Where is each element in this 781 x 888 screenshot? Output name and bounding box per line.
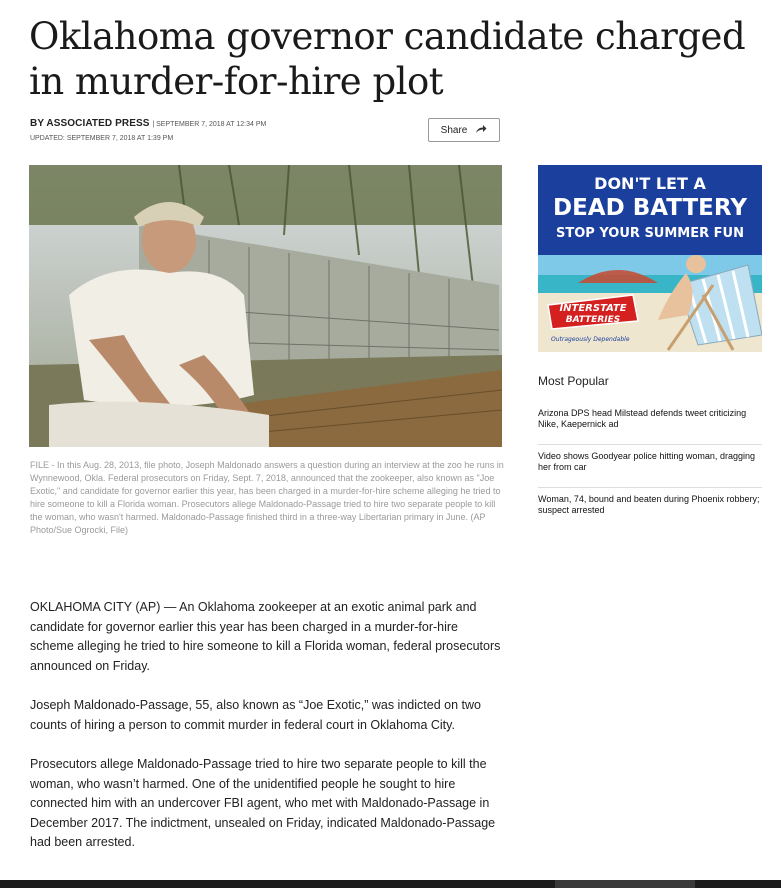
article-paragraph: OKLAHOMA CITY (AP) — An Oklahoma zookeeper at an exotic animal park and candidate for governor earlier this year has been charged in a murder-for-hire scheme alleging he tried to hire someone to kill a Florida woman, federal prosecutors announced on Friday. (30, 600, 501, 673)
svg-text:DEAD BATTERY: DEAD BATTERY (553, 195, 747, 221)
svg-text:DON'T LET A: DON'T LET A (594, 174, 706, 193)
share-button[interactable] (428, 118, 500, 142)
share-arrow-icon (475, 124, 487, 137)
updated-date: UPDATED: SEPTEMBER 7, 2018 AT 1:39 PM (30, 135, 174, 142)
most-popular-link[interactable]: Video shows Goodyear police hitting woman, dragging her from car (538, 445, 762, 488)
svg-text:INTERSTATE: INTERSTATE (559, 303, 627, 314)
share-label: Share (440, 124, 468, 136)
article-photo[interactable] (29, 165, 502, 447)
advertisement-banner[interactable] (538, 165, 762, 352)
byline (30, 118, 266, 145)
article-body (30, 598, 505, 873)
svg-text:Outrageously Dependable: Outrageously Dependable (551, 336, 630, 343)
bottom-toolbar (0, 880, 781, 888)
article-headline: Oklahoma governor candidate charged in murder-for-hire plot (29, 15, 746, 103)
most-popular-list (538, 402, 762, 530)
battery-ad-image (538, 165, 762, 352)
most-popular-heading: Most Popular (538, 374, 609, 388)
photo-caption: FILE - In this Aug. 28, 2013, file photo, Joseph Maldonado answers a question during an interview at the zoo he runs in Wynnewood, Okla. Federal prosecutors on Friday, Sept. 7, 2018, announced that the zookeeper, also known as "Joe Exotic," and candidate for governor earlier this year, has been charged in a murder-for-hire scheme alleging he tried to hire someone to kill a Florida woman. Prosecutors allege Maldonado-Passage tried to hire two separate people to kill the woman, who wasn't harmed. Maldonado-Passage finished third in a three-way Libertarian primary in June. (AP Photo/Sue Ogrocki, File) (30, 460, 504, 535)
toolbar-segment (555, 880, 695, 888)
svg-text:STOP YOUR SUMMER FUN: STOP YOUR SUMMER FUN (556, 226, 744, 241)
most-popular-link[interactable]: Arizona DPS head Milstead defends tweet criticizing Nike, Kaepernick ad (538, 402, 762, 445)
article-paragraph: Prosecutors allege Maldonado-Passage tried to hire two separate people to kill the woman, who wasn’t harmed. One of the unidentified people he sought to hire connected him with an undercover FBI agent, who met with Maldonado-Passage in December 2017. The indictment, unsealed on Friday, indicated Maldonado-Passage had been arrested. (30, 757, 496, 849)
zookeeper-photo-image (29, 165, 502, 447)
publish-date: | SEPTEMBER 7, 2018 AT 12:34 PM (152, 121, 267, 128)
article-paragraph: Joseph Maldonado-Passage, 55, also known as “Joe Exotic,” was indicted on two counts of hiring a person to commit murder in federal court in Oklahoma City. (30, 698, 481, 732)
svg-text:BATTERIES: BATTERIES (565, 315, 621, 325)
most-popular-link[interactable]: Woman, 74, bound and beaten during Phoenix robbery; suspect arrested (538, 494, 760, 515)
byline-author: BY ASSOCIATED PRESS (30, 118, 150, 129)
